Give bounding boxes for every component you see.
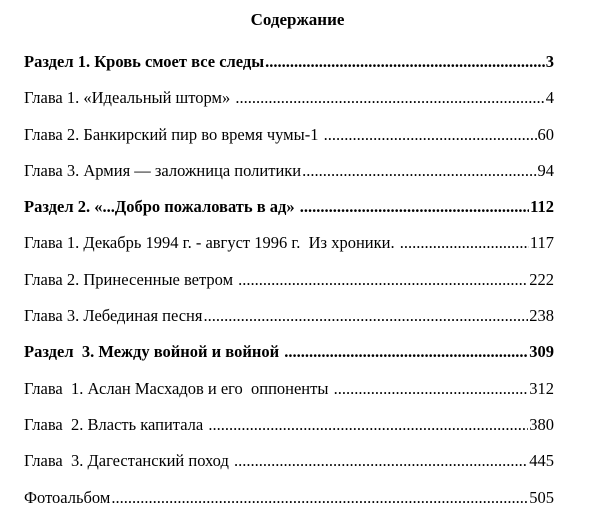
toc-entry-page-number: 94: [537, 160, 554, 180]
toc-entry-label: Глава 2. Принесенные ветром: [24, 269, 238, 289]
toc-entry-label: Глава 3. Армия — заложница политики: [24, 160, 302, 180]
dot-leader: [203, 305, 528, 327]
toc-entry-chapter-2-1: [24, 232, 554, 268]
toc-entry-page-number: 117: [529, 233, 554, 253]
dot-leader: [111, 487, 528, 509]
dot-leader: [265, 51, 545, 73]
toc-entry-chapter-2-3: [24, 305, 554, 341]
toc-entry-label: Глава 2. Власть капитала: [24, 414, 208, 434]
dot-leader: [284, 341, 528, 363]
dot-leader: [400, 232, 529, 254]
toc-entry-page-number: 4: [545, 88, 554, 108]
toc-entry-chapter-3-3: [24, 450, 554, 486]
toc-entry-page-number: 3: [545, 52, 554, 71]
dot-leader: [300, 196, 529, 218]
dot-leader: [324, 124, 537, 146]
toc-entry-page-number: 60: [537, 124, 554, 144]
toc-entry-label: Глава 3. Дагестанский поход: [24, 451, 233, 471]
toc-list: [24, 51, 554, 523]
toc-entry-chapter-2-2: [24, 269, 554, 305]
dot-leader: [235, 87, 544, 109]
toc-entry-label: Глава 1. Декабрь 1994 г. - август 1996 г. Из хроники.: [24, 233, 399, 253]
dot-leader: [334, 378, 529, 400]
toc-entry-page-number: 238: [529, 306, 554, 326]
toc-entry-label: Глава 1. «Идеальный шторм»: [24, 88, 235, 108]
dot-leader: [208, 414, 528, 436]
toc-entry-page-number: 380: [529, 414, 554, 434]
toc-entry-chapter-3-2: [24, 414, 554, 450]
toc-entry-chapter-1-3: [24, 160, 554, 196]
toc-title: Содержание: [250, 10, 345, 29]
toc-entry-label: Глава 2. Банкирский пир во время чумы-1: [24, 124, 323, 144]
dot-leader: [302, 160, 536, 182]
toc-entry-section-2: [24, 196, 554, 232]
toc-entry-label: Раздел 2. «...Добро пожаловать в ад»: [24, 197, 299, 217]
toc-entry-page-number: 309: [529, 342, 554, 362]
toc-entry-section-3: [24, 341, 554, 377]
toc-entry-chapter-1-1: [24, 87, 554, 123]
toc-entry-section-1: [24, 51, 554, 87]
toc-entry-chapter-3-1: [24, 378, 554, 414]
toc-entry-label: Раздел 1. Кровь смоет все следы: [24, 52, 265, 71]
toc-entry-page-number: 505: [529, 487, 554, 507]
toc-entry-label: Глава 1. Аслан Масхадов и его оппоненты: [24, 378, 333, 398]
toc-entry-label: Фотоальбом: [24, 487, 111, 507]
toc-entry-page-number: 312: [529, 378, 554, 398]
toc-entry-page-number: 445: [529, 451, 554, 471]
toc-entry-page-number: 112: [530, 197, 554, 217]
toc-entry-photo-album: [24, 487, 554, 523]
dot-leader: [238, 269, 528, 291]
toc-entry-label: Глава 3. Лебединая песня: [24, 306, 203, 326]
dot-leader: [234, 450, 528, 472]
toc-entry-label: Раздел 3. Между войной и войной: [24, 342, 284, 362]
toc-entry-chapter-1-2: [24, 124, 554, 160]
toc-entry-page-number: 222: [529, 269, 554, 289]
